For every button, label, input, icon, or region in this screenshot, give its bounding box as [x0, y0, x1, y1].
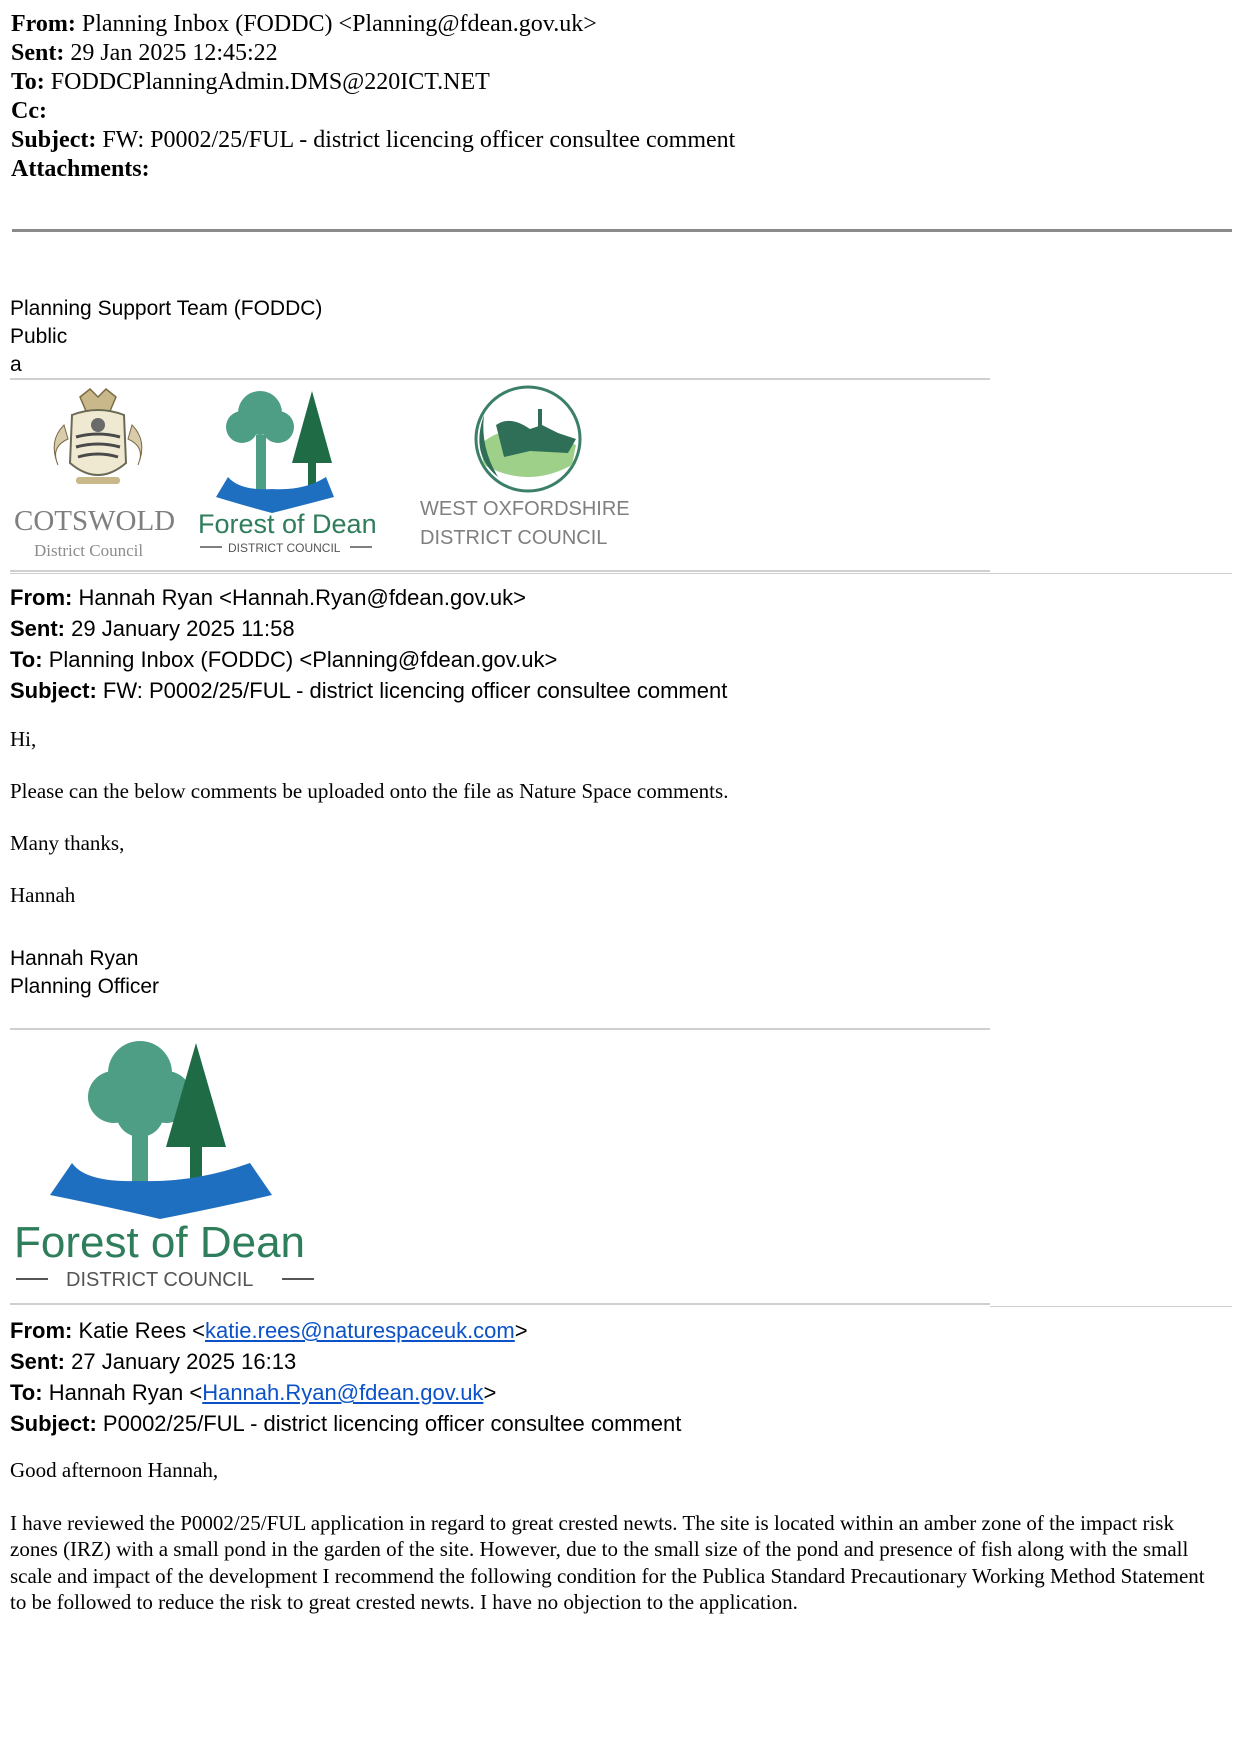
m3-subject-value: P0002/25/FUL - district licencing officer consultee comment — [102, 1411, 682, 1436]
m3-to-email-link[interactable]: Hannah.Ryan@fdean.gov.uk — [202, 1380, 484, 1405]
fod-title: Forest of Dean — [198, 509, 377, 539]
council-logos-strip — [10, 385, 990, 565]
m3-to-close: > — [483, 1380, 497, 1405]
from-value: Planning Inbox (FODDC) <Planning@fdean.gov.uk> — [81, 11, 597, 37]
sent-label: Sent: — [11, 40, 65, 66]
m3-to-name: Hannah Ryan < — [48, 1380, 203, 1405]
m2-to-value: Planning Inbox (FODDC) <Planning@fdean.gov.uk> — [48, 647, 558, 672]
email-body-hannah — [10, 726, 1210, 934]
m2-from-label: From: — [10, 585, 73, 610]
body-paragraph: Please can the below comments be uploaded onto the file as Nature Space comments. — [10, 779, 729, 803]
m3-subject-label: Subject: — [10, 1411, 97, 1436]
m3-sent-label: Sent: — [10, 1349, 65, 1374]
m3-to-row — [10, 1377, 681, 1408]
fod-large-subtitle: DISTRICT COUNCIL — [66, 1269, 254, 1291]
email-body-katie — [10, 1457, 1220, 1642]
m2-subject-value: FW: P0002/25/FUL - district licencing officer consultee comment — [102, 678, 728, 703]
m3-from-close: > — [514, 1318, 528, 1343]
fod-subtitle: DISTRICT COUNCIL — [228, 541, 341, 555]
wo-title: WEST OXFORDSHIRE — [420, 498, 630, 520]
m2-subject-row — [10, 675, 727, 706]
body-paragraph: Many thanks, — [10, 831, 125, 855]
header-divider — [12, 229, 1232, 232]
m2-sent-value: 29 January 2025 11:58 — [71, 616, 295, 641]
to-label: To: — [11, 69, 45, 95]
m3-to-label: To: — [10, 1380, 43, 1405]
signature-line-3: a — [10, 353, 22, 376]
header-from-row — [11, 10, 735, 39]
signature-team: Planning Support Team (FODDC) — [10, 297, 323, 320]
m2-sent-label: Sent: — [10, 616, 65, 641]
signature-block-1 — [10, 295, 322, 379]
m3-from-email-link[interactable]: katie.rees@naturespaceuk.com — [205, 1318, 515, 1343]
header-sent-row — [11, 39, 735, 68]
from-label: From: — [11, 11, 76, 37]
m3-sent-value: 27 January 2025 16:13 — [71, 1349, 297, 1374]
cc-label: Cc: — [11, 98, 47, 124]
signature-line-2: Public — [10, 325, 68, 348]
header-cc-row — [11, 97, 735, 126]
email-header-katie — [10, 1315, 681, 1439]
body-paragraph: Hi, — [10, 727, 37, 751]
email-header-hannah — [10, 582, 727, 706]
signature-divider-2 — [10, 1028, 990, 1030]
m3-from-row — [10, 1315, 681, 1346]
forest-of-dean-tree-logo — [216, 391, 334, 513]
body-paragraph: Hannah — [10, 883, 76, 907]
logo-strip-divider — [10, 570, 990, 572]
signature-title: Planning Officer — [10, 975, 160, 998]
body-paragraph: I have reviewed the P0002/25/FUL application in regard to great crested newts. The site is located within an amber zone of the impact risk zones (IRZ) with a small pond in the garden of the site. However, due to the small size of the pond and presence of fish along with the small scale and impact of the development I recommend the following condition for the Publica Standard Precautionary Working Method Statement to be followed to reduce the risk to great crested newts. I have no objection to the application. — [10, 1510, 1205, 1614]
header-divider-thin-1 — [10, 573, 990, 574]
m2-from-row — [10, 582, 727, 613]
cotswold-subtitle: District Council — [34, 541, 144, 560]
header-subject-row — [11, 126, 735, 155]
sent-value: 29 Jan 2025 12:45:22 — [70, 40, 278, 66]
m3-subject-row — [10, 1408, 681, 1439]
header-attachments-row — [11, 155, 735, 184]
m2-subject-label: Subject: — [10, 678, 97, 703]
m2-from-value: Hannah Ryan <Hannah.Ryan@fdean.gov.uk> — [78, 585, 527, 610]
west-oxfordshire-logo — [476, 387, 580, 491]
m2-to-row — [10, 644, 727, 675]
signature-divider-top — [10, 378, 990, 380]
header-divider-extension-1 — [990, 573, 1232, 574]
header-divider-extension-2 — [990, 1306, 1232, 1307]
m3-from-label: From: — [10, 1318, 73, 1343]
m2-to-label: To: — [10, 647, 43, 672]
subject-value: FW: P0002/25/FUL - district licencing officer consultee comment — [102, 127, 736, 153]
wo-subtitle: DISTRICT COUNCIL — [420, 527, 608, 549]
logo-divider-2 — [10, 1303, 990, 1305]
m3-sent-row — [10, 1346, 681, 1377]
fod-large-title: Forest of Dean — [14, 1218, 306, 1267]
attachments-label: Attachments: — [11, 156, 150, 182]
email-header-top — [11, 10, 735, 184]
forest-of-dean-logo-large — [10, 1035, 330, 1295]
m2-sent-row — [10, 613, 727, 644]
cotswold-title: COTSWOLD — [14, 505, 176, 537]
signature-block-hannah — [10, 945, 159, 1001]
cotswold-crest-logo — [54, 389, 142, 484]
greeting: Good afternoon Hannah, — [10, 1458, 219, 1482]
header-to-row — [11, 68, 735, 97]
m3-from-name: Katie Rees < — [78, 1318, 206, 1343]
signature-name: Hannah Ryan — [10, 947, 139, 970]
to-value: FODDCPlanningAdmin.DMS@220ICT.NET — [50, 69, 490, 95]
subject-label: Subject: — [11, 127, 97, 153]
